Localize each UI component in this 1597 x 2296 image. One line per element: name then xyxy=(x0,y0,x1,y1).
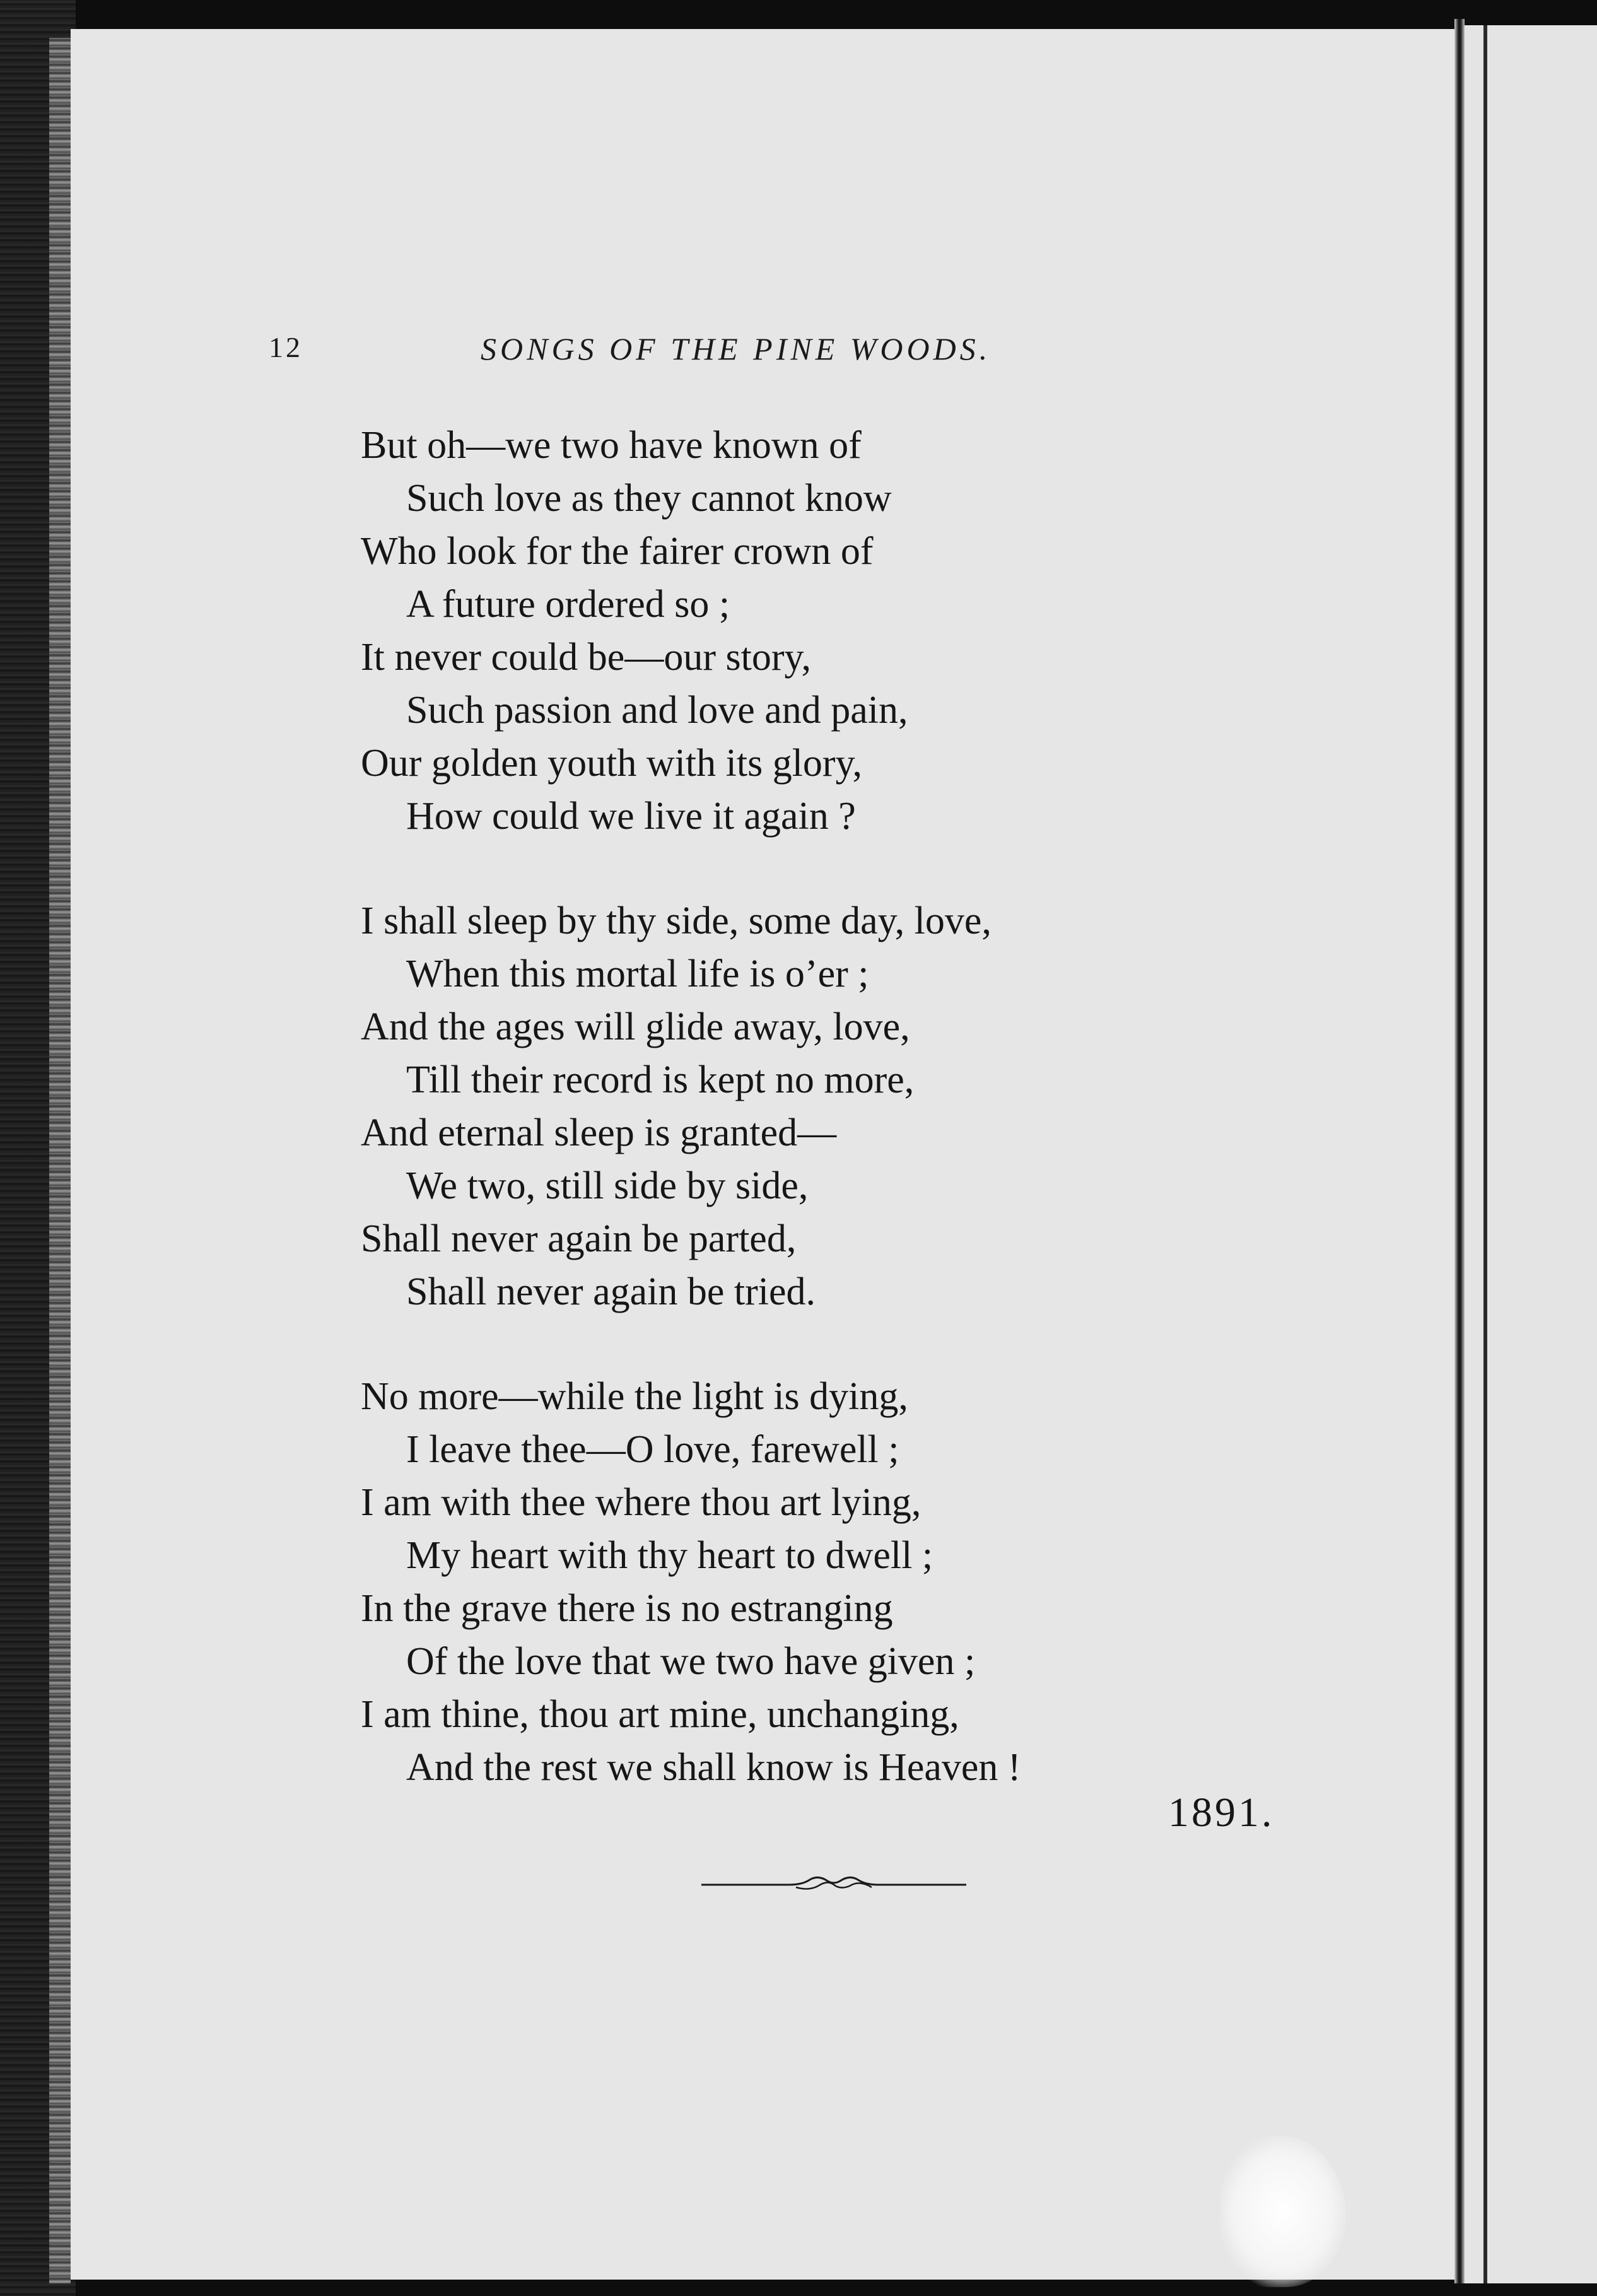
poem-line: But oh—we two have known of xyxy=(361,424,862,467)
poem-line: And the rest we shall know is Heaven ! xyxy=(406,1746,1021,1789)
poem-line: And the ages will glide away, love, xyxy=(361,1005,910,1048)
poem xyxy=(361,419,1433,1846)
binding-edge xyxy=(49,38,71,2283)
poem-line: I am with thee where thou art lying, xyxy=(361,1481,921,1524)
poem-line: Shall never again be parted, xyxy=(361,1217,797,1260)
poem-line: My heart with thy heart to dwell ; xyxy=(406,1534,933,1577)
poem-line: Of the love that we two have given ; xyxy=(406,1640,976,1683)
poem-line: Such love as they cannot know xyxy=(406,477,892,520)
stanza-3 xyxy=(361,1370,1433,1794)
page-number: 12 xyxy=(269,331,303,363)
page-blemish xyxy=(1220,2136,1346,2287)
facing-page-line xyxy=(1483,25,1487,2283)
running-title: SONGS OF THE PINE WOODS. xyxy=(481,331,992,366)
poem-line: Our golden youth with its glory, xyxy=(361,742,863,785)
poem-line: It never could be—our story, xyxy=(361,636,811,679)
poem-date: 1891. xyxy=(1168,1789,1275,1836)
poem-line: I shall sleep by thy side, some day, love, xyxy=(361,899,992,942)
poem-line: A future ordered so ; xyxy=(406,583,730,626)
poem-line: No more—while the light is dying, xyxy=(361,1375,908,1418)
poem-line: And eternal sleep is granted— xyxy=(361,1111,837,1154)
stanza-2 xyxy=(361,894,1433,1318)
poem-line: Till their record is kept no more, xyxy=(406,1058,915,1101)
poem-line: Such passion and love and pain, xyxy=(406,689,908,732)
poem-line: We two, still side by side, xyxy=(406,1164,809,1207)
page-header xyxy=(71,331,1466,381)
book-page xyxy=(71,29,1466,2280)
poem-line: I leave thee—O love, farewell ; xyxy=(406,1428,899,1471)
poem-line: I am thine, thou art mine, unchanging, xyxy=(361,1693,959,1736)
page-gutter xyxy=(1454,19,1465,2283)
ornament-divider xyxy=(701,1866,966,1904)
poem-line: Who look for the fairer crown of xyxy=(361,530,874,573)
poem-line: When this mortal life is o’er ; xyxy=(406,952,869,995)
stanza-1 xyxy=(361,419,1433,843)
poem-line: How could we live it again ? xyxy=(406,795,856,838)
poem-line: Shall never again be tried. xyxy=(406,1270,816,1313)
poem-line: In the grave there is no estranging xyxy=(361,1587,893,1630)
